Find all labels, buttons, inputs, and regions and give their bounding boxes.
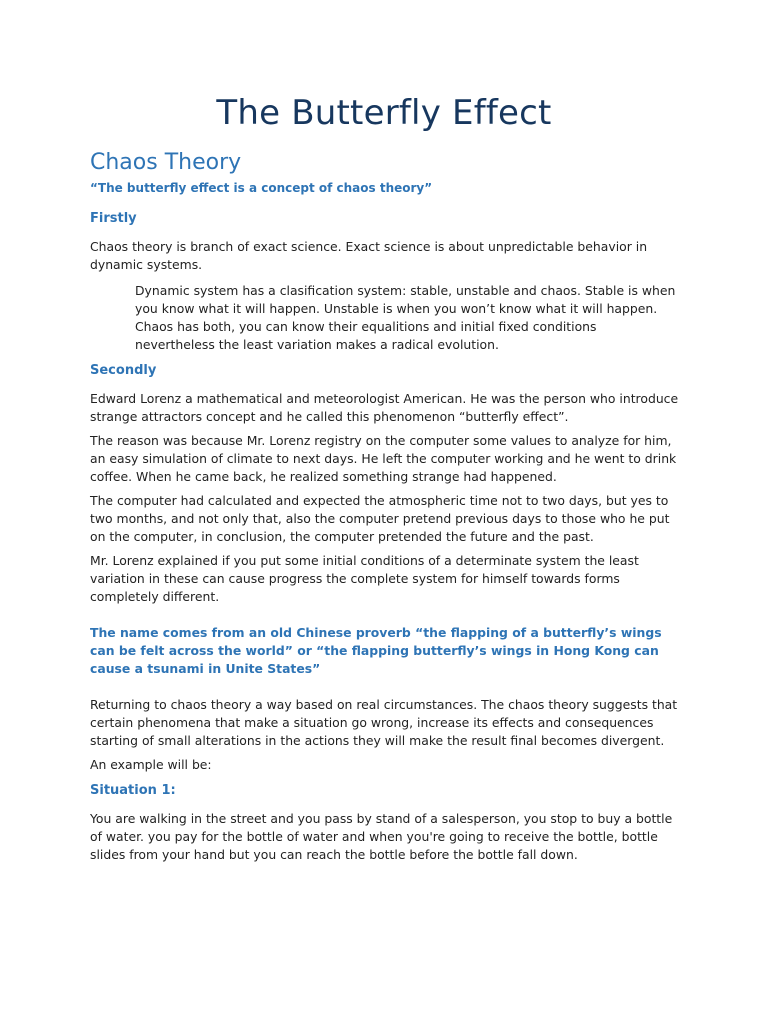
- secondly-paragraph-2: The reason was because Mr. Lorenz registry on the computer some values to analyze for him, an easy simulation of climate to next days. He left the computer working and he went to drink coffee. When he came back, he realized something strange had happened.: [90, 433, 677, 484]
- chaos-theory-subtitle: “The butterfly effect is a concept of chaos theory”: [90, 181, 433, 195]
- returning-paragraph: Returning to chaos theory a way based on real circumstances. The chaos theory suggests that certain phenomena that make a situation go wrong, increase its effects and consequences starting of small alterations in the actions they will make the result final becomes divergent.: [90, 697, 678, 748]
- document-title: The Butterfly Effect: [216, 93, 552, 133]
- firstly-paragraph-1: Chaos theory is branch of exact science. Exact science is about unpredictable behavior in dynamic systems.: [90, 239, 648, 272]
- situation-1-heading: Situation 1:: [90, 783, 176, 798]
- example-intro: An example will be:: [90, 757, 212, 772]
- secondly-paragraph-1: Edward Lorenz a mathematical and meteorologist American. He was the person who introduce strange attractors concept and he called this phenomenon “butterfly effect”.: [90, 391, 679, 424]
- chaos-theory-heading: Chaos Theory: [90, 150, 242, 175]
- document-body: [90, 148, 680, 864]
- firstly-paragraph-2: Dynamic system has a clasification system: stable, unstable and chaos. Stable is when you know what it will happen. Unstable is when you won’t know what it will happen. Chaos has both, you can know their equalitions and initial fixed conditions nevertheless the least variation makes a radical evolution.: [135, 283, 676, 352]
- secondly-heading: Secondly: [90, 363, 157, 378]
- proverb-callout: The name comes from an old Chinese proverb “the flapping of a butterfly’s wings can be felt across the world” or “the flapping butterfly’s wings in Hong Kong can cause a tsunami in Unite States”: [90, 625, 662, 676]
- secondly-paragraph-3: The computer had calculated and expected the atmospheric time not to two days, but yes to two months, and not only that, also the computer pretend previous days to those who he put on the computer, in conclusion, the computer pretended the future and the past.: [90, 493, 670, 544]
- secondly-paragraph-4: Mr. Lorenz explained if you put some initial conditions of a determinate system the least variation in these can cause progress the complete system for himself towards forms completely different.: [90, 553, 639, 604]
- firstly-heading: Firstly: [90, 211, 137, 226]
- situation-1-paragraph: You are walking in the street and you pass by stand of a salesperson, you stop to buy a bottle of water. you pay for the bottle of water and when you're going to receive the bottle, bottle slides from your hand but you can reach the bottle before the bottle fall down.: [90, 811, 673, 862]
